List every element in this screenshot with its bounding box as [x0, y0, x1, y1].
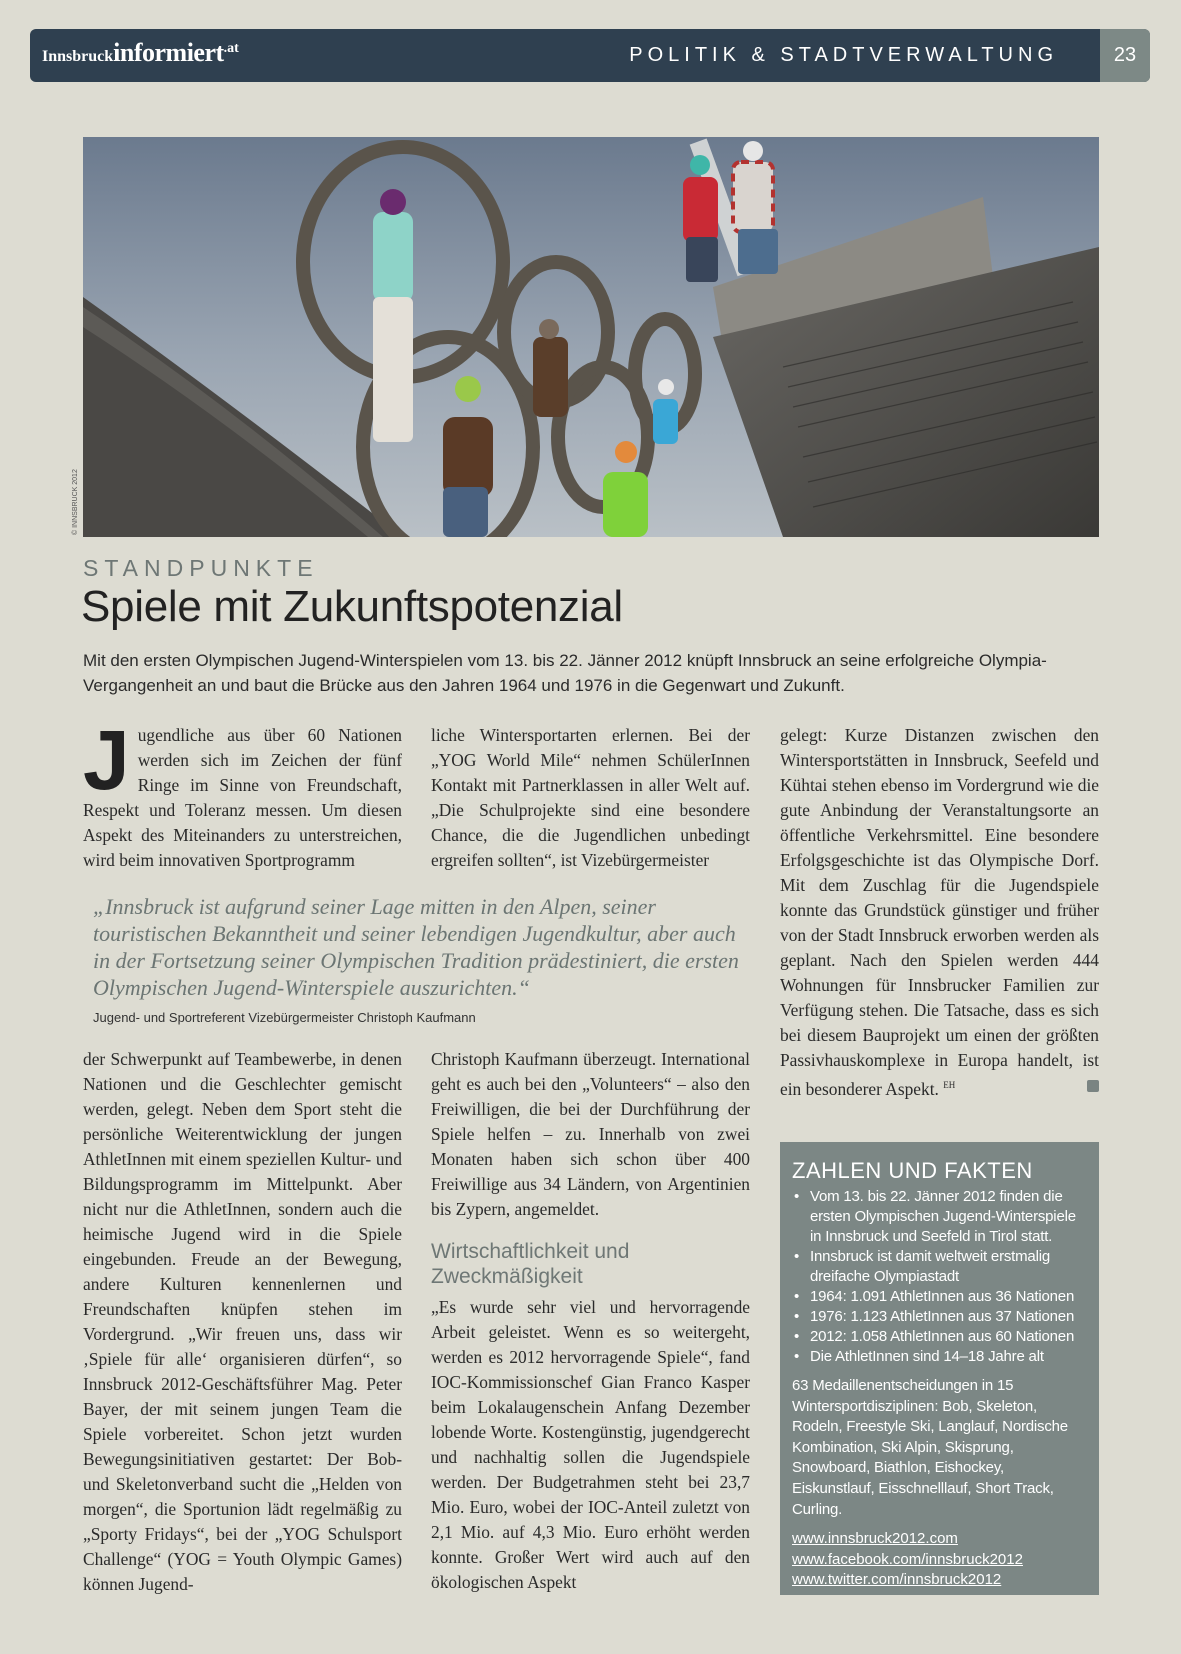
link-website[interactable]: www.innsbruck2012.com [792, 1530, 958, 1548]
column-1-bottom [83, 1047, 402, 1607]
photo-credit: © INNSBRUCK 2012 [72, 469, 79, 535]
list-item: • 1976: 1.123 AthletInnen aus 37 Nationen [792, 1307, 1087, 1327]
column-2-bottom [431, 1047, 750, 1607]
list-item: • 1964: 1.091 AthletInnen aus 36 Nationen [792, 1287, 1087, 1307]
section-title: POLITIK & STADTVERWALTUNG [629, 44, 1058, 66]
list-item: • Innsbruck ist damit weltweit erstmalig dreifache Olympiastadt [792, 1247, 1087, 1287]
paragraph-text: der Schwerpunkt auf Teambewerbe, in denen Nationen und die Geschlechter gemischt werden, gelegt. Neben dem Sport steht die persönliche Weiterentwicklung der jungen AthletInnen mit einem speziellen Kultur- und Bildungsprogramm im Mittelpunkt. Aber nicht nur die AthletInnen, sondern auch die heimische Jugend wird in die Spiele eingebunden. Freude an der Bewegung, andere Kulturen kennenlernen und Freundschaften knüpfen stehen im Vordergrund. „Wir freuen uns, dass wir ‚Spiele für alle‘ organisieren dürfen“, so Innsbruck 2012-Geschäftsführer Mag. Peter Bayer, der mit seinem jungen Team die Spiele vorbereitet. Schon jetzt wurden Bewegungsinitiativen gestartet: Der Bob- und Skeletonverband sucht die „Helden von morgen“, die Sportunion lädt regelmäßig zu „Sporty Fridays“, bei der „YOG Schulsport Challenge“ (YOG = Youth Olympic Games) können Jugend- [83, 1049, 402, 1594]
article-title: Spiele mit Zukunftspotenzial [81, 582, 623, 631]
facts-paragraph: 63 Medaillenentscheidungen in 15 Wintersportdisziplinen: Bob, Skeleton, Rodeln, Freestyle Ski, Langlauf, Nordische Kombination, Ski Alpin, Skisprung, Snowboard, Biathlon, Eishockey, Eiskunstlauf, Eisschnelllauf, Short Track, Curling. [792, 1377, 1068, 1518]
column-2-top [431, 723, 750, 873]
author-initials: EH [943, 1080, 956, 1090]
paragraph-text: „Es wurde sehr viel und hervorragende Arbeit geleistet. Wenn es so weitergeht, werden es 2012 hervorragende Spiele“, fand IOC-Kommissionschef Gian Franco Kasper beim Lokalaugenschein Anfang Dezember lobende Worte. Kostengünstig, jugendgerecht und nachhaltig sollen die Jugendspiele werden. Der Budgetrahmen steht bei 23,7 Mio. Euro, wobei der IOC-Anteil zuletzt von 2,1 Mio. auf 4,3 Mio. Euro erhöht werden konnte. Großer Wert wird auch auf den ökologischen Aspekt [431, 1297, 750, 1592]
olympic-rings-photo [83, 137, 1099, 537]
subheading: Wirtschaftlichkeit und Zweckmäßigkeit [431, 1240, 630, 1288]
facts-title: ZAHLEN UND FAKTEN [792, 1158, 1033, 1183]
logo-main: informiert [113, 38, 224, 67]
column-3 [780, 723, 1099, 1123]
page-number: 23 [1100, 29, 1150, 82]
article-kicker: STANDPUNKTE [83, 555, 319, 581]
list-item: • 2012: 1.058 AthletInnen aus 60 Nationen [792, 1327, 1087, 1347]
end-mark-icon [1087, 1080, 1099, 1092]
hero-photo [83, 137, 1099, 537]
list-item: • Die AthletInnen sind 14–18 Jahre alt [792, 1347, 1087, 1367]
publication-logo[interactable] [42, 38, 239, 68]
logo-prefix: Innsbruck [42, 48, 114, 65]
page-header [30, 29, 1150, 82]
paragraph [83, 723, 402, 873]
paragraph-text: gelegt: Kurze Distanzen zwischen den Wintersportstätten in Innsbruck, Seefeld und Kühtai stehen ebenso im Vordergrund wie die gute Anbindung der Veranstaltungsorte an öffentliche Verkehrsmittel. Eine besondere Erfolgsgeschichte ist das Olympische Dorf. Mit dem Zuschlag für die Jugendspiele konnte das Grundstück günstiger und früher von der Stadt Innsbruck erworben werden als geplant. Nach den Spielen werden 444 Wohnungen für Innsbrucker Familien zur Verfügung stehen. Die Tatsache, dass es sich bei diesem Bauprojekt um einen der größten Passivhauskomplexe in Europa handelt, ist ein besonderer Aspekt. [780, 725, 1099, 1099]
paragraph-text: Christoph Kaufmann überzeugt. International geht es auch bei den „Volunteers“ – also den Freiwilligen, die bei der Durchführung der Spiele helfen – zu. Innerhalb von zwei Monaten haben sich schon über 400 Freiwillige aus 34 Ländern, von Argentinien bis Zypern, angemeldet. [431, 1049, 750, 1219]
paragraph-text: liche Wintersportarten erlernen. Bei der „YOG World Mile“ nehmen SchülerInnen Kontakt mit Partnerklassen in aller Welt auf. „Die Schulprojekte sind eine besondere Chance, die die Jugendlichen unbedingt ergreifen sollten“, ist Vizebürgermeister [431, 725, 750, 870]
logo-suffix: .at [223, 41, 239, 56]
quote-source: Jugend- und Sportreferent Vizebürgermeister Christoph Kaufmann [93, 1010, 476, 1025]
paragraph [780, 723, 1099, 1102]
paragraph-text: ugendliche aus über 60 Nationen werden sich im Zeichen der fünf Ringe im Sinne von Freundschaft, Respekt und Toleranz messen. Um diesen Aspekt des Miteinanders zu unterstreichen, wird beim innovativen Sportprogramm [83, 725, 402, 870]
link-facebook[interactable]: www.facebook.com/innsbruck2012 [792, 1550, 1023, 1568]
column-1-top [83, 723, 402, 873]
facts-box [780, 1142, 1099, 1595]
drop-cap: J [83, 723, 130, 807]
link-twitter[interactable]: www.twitter.com/innsbruck2012 [792, 1571, 1002, 1589]
article-lead: Mit den ersten Olympischen Jugend-Winterspielen vom 13. bis 22. Jänner 2012 knüpft Innsbruck an seine erfolgreiche Olympia-Vergangenheit an und baut die Brücke aus den Jahren 1964 und 1976 in die Gegenwart und Zukunft. [83, 651, 1047, 695]
facts-links [792, 1529, 1087, 1591]
facts-list [792, 1187, 1087, 1367]
list-item: • Vom 13. bis 22. Jänner 2012 finden die ersten Olympischen Jugend-Winterspiele in Innsbruck und Seefeld in Tirol statt. [792, 1187, 1087, 1247]
pull-quote: „Innsbruck ist aufgrund seiner Lage mitten in den Alpen, seiner touristischen Bekanntheit und seiner lebendigen Jugendkultur, aber auch in der Fortsetzung seiner Olympischen Tradition prädestiniert, die ersten Olympischen Jugend-Winterspiele auszurichten.“ [93, 894, 739, 1000]
